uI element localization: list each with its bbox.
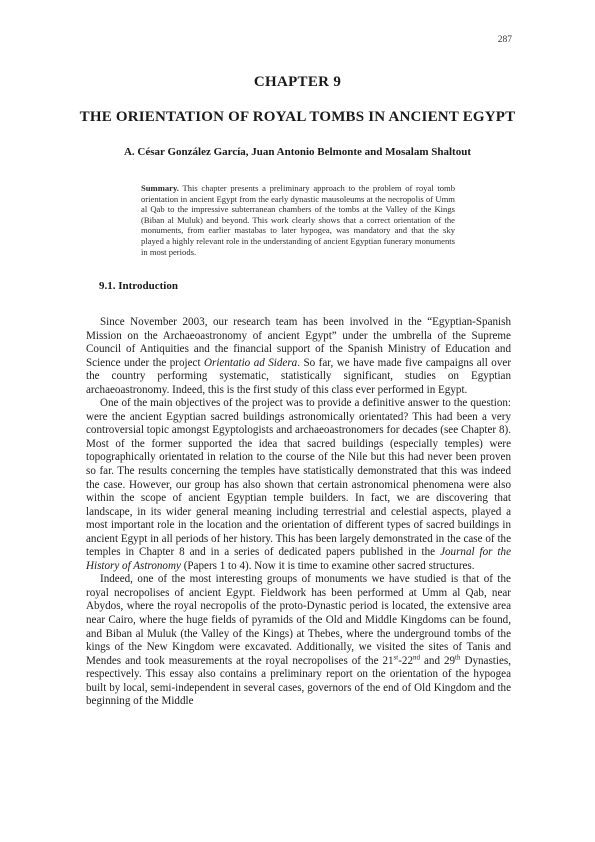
journal-name-italic: Journal for the History of Astronomy (86, 546, 511, 572)
superscript: nd (413, 652, 421, 661)
summary-text: This chapter presents a preliminary approach to the problem of royal tomb orientation in ancient Egypt from the early dynastic mausoleums at the necropolis of Umm al Qab to the impressive subterranean chambers of the tombs at the Valley of the Kings (Biban al Muluk) and beyond. This work clearly shows that a correct orientation of the monuments, from earlier mastabas to later hypogea, was mandatory and that the sky played a highly relevant role in the understanding of ancient Egyptian funerary monuments in most periods. (141, 183, 455, 257)
paragraph-text: One of the main objectives of the project was to provide a definitive answer to the question: were the ancient Egyptian sacred buildings astronomically orientated? This had been a very controversial topic amongst Egyptologists and archaeoastronomers for decades (see Chapter 8). Most of the former supported the idea that sacred buildings (especially temples) were topographically orientated in relation to the course of the Nile but this had never been proven so far. The results concerning the temples have statistically demonstrated that this was indeed the case. However, our group has also shown that certain astronomical phenomena were also within the scope of ancient Egyptian temple builders. In fact, we are discovering that landscape, in its wider general meaning including terrestrial and celestial aspects, played a most important role in the location and the orientation of different types of sacred buildings in ancient Egypt in all periods of her history. This has been largely demonstrated in the case of the temples in Chapter 8 and in a series of dedicated papers published in the (86, 397, 511, 559)
paragraph-text: (Papers 1 to 4). Now it is time to examine other sacred structures. (180, 559, 475, 572)
author-list: A. César González García, Juan Antonio Belmonte and Mosalam Shaltout (123, 146, 472, 158)
paragraph-text: . So far, we have made five campaigns all over the country performing systematic, statistically significant, studies on Egyptian archaeoastronomy. Indeed, this is the first study of this class ever performed in Egypt. (86, 356, 512, 396)
paragraph-text: -22 (398, 654, 414, 667)
superscript: st (393, 652, 399, 661)
chapter-label: CHAPTER 9 (253, 74, 342, 90)
paragraph-text: and 29 (420, 654, 456, 667)
page-number: 287 (497, 35, 512, 45)
project-name-italic: Orientatio ad Sidera (204, 356, 298, 369)
body-text (86, 316, 511, 709)
chapter-title: THE ORIENTATION OF ROYAL TOMBS IN ANCIENT EGYPT (79, 109, 516, 125)
paragraph-text: Since November 2003, our research team has been involved in the “Egyptian-Spanish Mission on the Archaeoastronomy of ancient Egypt” under the umbrella of the Supreme Council of Antiquities and the financial support of the Spanish Ministry of Education and Science under the project (86, 316, 511, 369)
summary-label: Summary. (141, 183, 179, 193)
paragraph-text: Dynasties, respectively. This essay also contains a preliminary report on the orientation of the hypogea built by local, semi-independent in several cases, governors of the end of Old Kingdom and the beginning of the Middle (86, 654, 511, 708)
superscript: th (455, 652, 461, 661)
section-heading: 9.1. Introduction (99, 280, 178, 292)
paragraph-1 (86, 316, 511, 397)
paragraph-2 (86, 397, 511, 573)
paragraph-3 (86, 573, 511, 708)
paragraph-text: Indeed, one of the most interesting groups of monuments we have studied is that of the royal necropolises of ancient Egypt. Fieldwork has been performed at Umm al Qab, near Abydos, where the royal necropolis of the proto-Dynastic period is located, the extensive area near Cairo, where the huge fields of pyramids of the Old and Middle Kingdoms can be found, and Biban al Muluk (the Valley of the Kings) at Thebes, where the underground tombs of the kings of the New Kingdom were excavated. Additionally, we visited the sites of Tanis and Mendes and took measurements at the royal necropolises of the 21 (86, 573, 511, 667)
summary-abstract (141, 183, 455, 257)
